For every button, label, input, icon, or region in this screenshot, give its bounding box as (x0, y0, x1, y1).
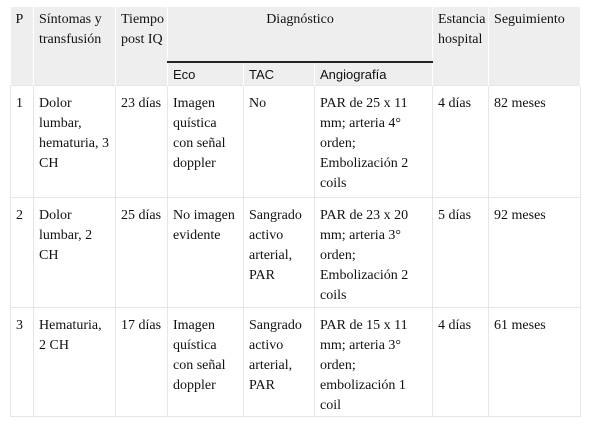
cell-tac: Sangrado activo arterial, PAR (244, 198, 315, 308)
cell-angiografia: PAR de 15 x 11 mm; arteria 3° orden; embolización 1 coil (315, 308, 433, 417)
cell-angiografia: PAR de 25 x 11 mm; arteria 4° orden; Embolización 2 coils (315, 86, 433, 198)
cell-tac: Sangrado activo arterial, PAR (244, 308, 315, 417)
cell-sintomas: Dolor lumbar, hematuria, 3 CH (34, 86, 116, 198)
header-tac: TAC (244, 62, 315, 86)
cell-tac: No (244, 86, 315, 198)
cell-p: 2 (11, 198, 34, 308)
cell-seguimiento: 82 meses (489, 86, 581, 198)
header-tiempo: Tiempo post IQ (116, 7, 168, 86)
cell-estancia: 4 días (433, 308, 489, 417)
header-angiografia: Angiografía (315, 62, 433, 86)
header-p: P (11, 7, 34, 86)
header-eco: Eco (168, 62, 244, 86)
header-sintomas: Síntomas y transfusión (34, 7, 116, 86)
cell-sintomas: Dolor lumbar, 2 CH (34, 198, 116, 308)
cell-eco: Imagen quística con señal doppler (168, 308, 244, 417)
cell-p: 1 (11, 86, 34, 198)
table-row (11, 198, 581, 308)
cell-tiempo: 17 días (116, 308, 168, 417)
header-row-main (11, 7, 581, 62)
cell-eco: No imagen evidente (168, 198, 244, 308)
cell-sintomas: Hematuria, 2 CH (34, 308, 116, 417)
header-diagnostico: Diagnóstico (168, 7, 433, 62)
cell-seguimiento: 61 meses (489, 308, 581, 417)
cell-eco: Imagen quística con señal doppler (168, 86, 244, 198)
cell-tiempo: 25 días (116, 198, 168, 308)
cell-seguimiento: 92 meses (489, 198, 581, 308)
header-seguimiento: Seguimiento (489, 7, 581, 86)
clinical-table-container (10, 7, 580, 415)
cell-angiografia: PAR de 23 x 20 mm; arteria 3° orden; Embolización 2 coils (315, 198, 433, 308)
table-row (11, 86, 581, 198)
cell-estancia: 5 días (433, 198, 489, 308)
cell-tiempo: 23 días (116, 86, 168, 198)
cell-estancia: 4 días (433, 86, 489, 198)
cell-p: 3 (11, 308, 34, 417)
header-estancia: Estancia hospital (433, 7, 489, 86)
clinical-cases-table (10, 7, 581, 417)
table-row (11, 308, 581, 417)
